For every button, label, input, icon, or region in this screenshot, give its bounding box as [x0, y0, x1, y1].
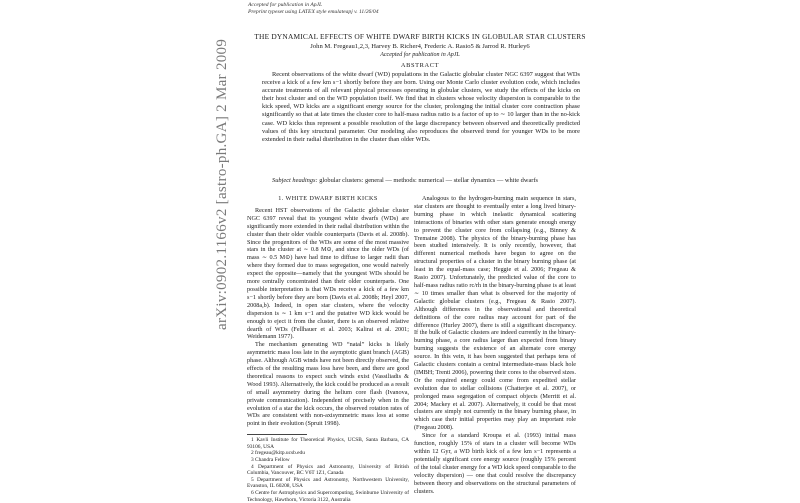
- body-paragraph: Since for a standard Kroupa et al. (1993) initial mass function, roughly 15% of stars in a cluster will become WDs within 12 Gyr, a WD birth kick of a few km s−1 represents a potentially significant core energy source (roughly 15% percent of the total cluster energy for a WD kick speed comparable to the velocity dispersion) — one that could resolve the discrepancy between theory and observations on the structural parameters of clusters.: [414, 432, 576, 495]
- footnote: 3 Chandra Fellow: [251, 457, 290, 464]
- abstract-text: Recent observations of the white dwarf (WD) populations in the Galactic globular cluster NGC 6397 suggest that WDs receive a kick of a few km s−1 shortly before they are born. Using our Monte Carlo cluster evolution code, which includes accurate treatments of all relevant physical processes operating in globular clusters, we study the effects of the kicks on their host cluster and on the WD population itself. We find that in clusters whose velocity dispersion is comparable to the kick speed, WD kicks are a significant energy source for the cluster, prolonging the initial cluster core contraction phase significantly so that at late times the cluster core to half-mass radius ratio is a factor of up to ∼ 10 larger than in the no-kick case. WD kicks thus represent a possible resolution of the large discrepancy between observed and theoretically predicted values of this key structural parameter. Our modeling also reproduces the observed trend for younger WDs to be more extended in their radial distribution in the cluster than older WDs.: [262, 71, 580, 143]
- subject-headings: [262, 177, 580, 185]
- left-column: [247, 195, 409, 503]
- right-column: [414, 195, 576, 495]
- header-accepted-line: Accepted for publication in ApJL: [248, 2, 323, 8]
- arxiv-identifier: arXiv:0902.1166v2 [astro-ph.GA] 2 Mar 2009: [214, 38, 230, 330]
- subject-headings-text: globular clusters: general — methods: numerical — stellar dynamics — white dwarfs: [317, 177, 539, 184]
- running-header: [248, 2, 379, 16]
- header-preprint-line: Preprint typeset using LATEX style emulateapj v. 11/26/04: [248, 9, 379, 16]
- footnotes: [247, 437, 409, 503]
- acceptance-note: Accepted for publication in ApJL: [380, 52, 460, 58]
- abstract-heading: ABSTRACT: [400, 62, 440, 69]
- footnote: 4 Department of Physics and Astronomy, University of British Columbia, Vancouver, BC V6T 1Z1, Canada: [247, 463, 409, 477]
- body-paragraph: Recent HST observations of the Galactic globular cluster NGC 6397 reveal that its youngest white dwarfs (WDs) are significantly more extended in their radial distribution within the cluster than their older visible counterparts (Davis et al. 2008b). Since the progenitors of the WDs are some of the most massive stars in the cluster at ∼ 0.8 M⊙, and since the older WDs (of mass ∼ 0.5 M⊙) have had time to diffuse to larger radii than where they formed due to mass segregation, one would naively expect the opposite—namely that the youngest WDs should be more centrally concentrated than their older counterparts. One possible interpretation is that WDs receive a kick of a few km s−1 shortly before they are born (Davis et al. 2008b; Heyl 2007, 2008a,b). Indeed, in open star clusters, where the velocity dispersion is ∼ 1 km s−1 and the putative WD kick would be enough to eject it from the cluster, there is an observed relative dearth of WDs (Fellhauer et al. 2003; Kalirai et al. 2001; Weidemann 1977).: [247, 206, 409, 341]
- section-heading: 1. WHITE DWARF BIRTH KICKS: [278, 195, 378, 202]
- subject-headings-label: Subject headings:: [272, 177, 318, 184]
- footnote: 2 fregeau@kitp.ucsb.edu: [251, 450, 305, 457]
- body-paragraph: Analogous to the hydrogen-burning main sequence in stars, star clusters are thought to eventually enter a long lived binary-burning phase in which inelastic dynamical scattering interactions of binaries with other stars generate enough energy to prevent the cluster core from collapsing (e.g., Binney & Tremaine 2008). The physics of the binary-burning phase has been studied intensively. It is only recently, however, that different numerical methods have begun to agree on the structural properties of a cluster in the binary burning phase (at least in the equal-mass case; Heggie et al. 2006; Fregeau & Rasio 2007). Unfortunately, the predicted value of the core to half-mass radius ratio rc/rh in the binary-burning phase is at least ∼ 10 times smaller than what is observed for the majority of Galactic globular clusters (e.g., Fregeau & Rasio 2007). Although differences in the observational and theoretical definitions of the core radius may account for part of the difference (Hurley 2007), there is still a significant discrepancy. If the bulk of Galactic clusters are indeed currently in the binary-burning phase, a core radius larger than expected from binary burning suggests the existence of an alternate core energy source. In this vein, it has been suggested that perhaps tens of Galactic clusters contain a central intermediate-mass black hole (IMBH; Trenti 2006), powering their cores to the observed sizes. Or the required energy could come from expedited stellar evolution due to stellar collisions (Chatterjee et al. 2007), or prolonged mass segregation of compact objects (Merritt et al. 2004; Mackey et al. 2007). Alternatively, it could be that most clusters are simply not currently in the binary burning phase, in which case their initial properties may play an important role (Fregeau 2008).: [414, 195, 576, 432]
- body-paragraph: The mechanism generating WD “natal” kicks is likely asymmetric mass loss late in the asymptotic giant branch (AGB) phase. Although AGB winds have not been directly observed, the effects of the resulting mass loss have been, and there are good theoretical reasons to expect such winds exist (Vassiliadis & Wood 1993). Alternatively, the kick could be produced as a result of small asymmetry during the helium core flash (Ivanova, private communication). Independent of precisely when in the evolution of a star the kick occurs, the observed rotation rates of WDs are consistent with non-axisymmetric mass loss at some point in their evolution (Spruit 1998).: [247, 341, 409, 428]
- footnote: 6 Centre for Astrophysics and Supercomputing, Swinburne University of Technology, Hawthorn, Victoria 3122, Australia: [247, 490, 409, 503]
- paper-title: THE DYNAMICAL EFFECTS OF WHITE DWARF BIRTH KICKS IN GLOBULAR STAR CLUSTERS: [254, 32, 586, 41]
- author-list: John M. Fregeau1,2,3, Harvey B. Richer4, Frederic A. Rasio5 & Jarrod R. Hurley6: [310, 43, 530, 50]
- footnote-rule: [247, 434, 307, 435]
- footnote: 1 Kavli Institute for Theoretical Physics, UCSB, Santa Barbara, CA 93106, USA: [247, 437, 409, 450]
- footnote: 5 Department of Physics and Astronomy, Northwestern University, Evanston, IL 60208, USA: [247, 476, 409, 490]
